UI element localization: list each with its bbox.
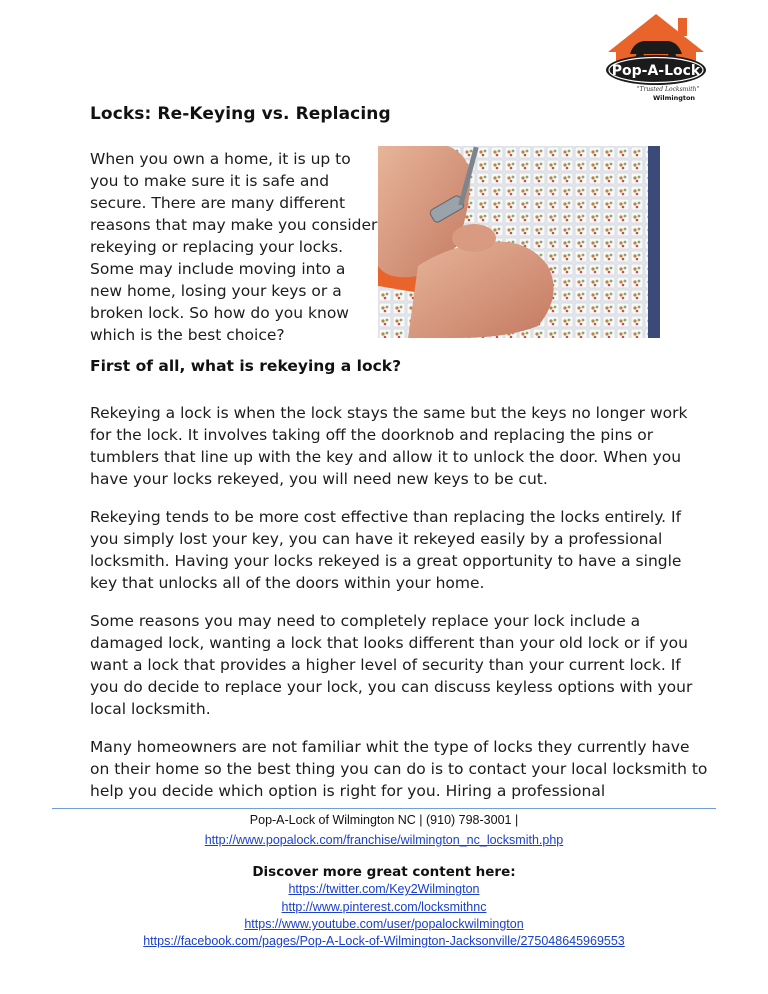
footer-facebook-link[interactable]: https://facebook.com/pages/Pop-A-Lock-of-Wilmington-Jacksonville/275048645969553 [143, 934, 625, 948]
svg-text:"Trusted Locksmith": "Trusted Locksmith" [636, 86, 700, 93]
photo-image-icon [378, 146, 660, 338]
subheading-what-is-rekeying: First of all, what is rekeying a lock? [90, 357, 402, 375]
intro-paragraph: When you own a home, it is up to you to make sure it is safe and secure. There are many different reasons that may make you consider rekeying or replacing your locks. Some may include moving into a new home, losing your keys or a broken lock. So how do you know which is the best choice? [90, 150, 378, 344]
footer-contact: Pop-A-Lock of Wilmington NC | (910) 798-3001 | [249, 813, 519, 827]
footer-youtube-link[interactable]: https://www.youtube.com/user/popalockwilmington [244, 917, 524, 931]
footer-site-link[interactable]: http://www.popalock.com/franchise/wilmington_nc_locksmith.php [204, 833, 564, 847]
footer-pinterest-link[interactable]: http://www.pinterest.com/locksmithnc [281, 900, 487, 914]
pop-a-lock-logo [600, 12, 712, 104]
footer-discover-heading: Discover more great content here: [252, 864, 516, 880]
locksmith-rekeying-photo [378, 146, 660, 338]
footer-divider [52, 808, 716, 809]
paragraph-cost-effective: Rekeying tends to be more cost effective than replacing the locks entirely. If you simply lost your key, you can have it rekeyed easily by a professional locksmith. Having your locks rekeyed is a great opportunity to have a single key that unlocks all of the doors within your home. [90, 508, 682, 592]
paragraph-contact-locksmith: Many homeowners are not familiar whit the type of locks they currently have on their home so the best thing you can do is to contact your local locksmith to help you decide which option is right for you. Hiring a professional [90, 738, 708, 800]
paragraph-rekeying-definition: Rekeying a lock is when the lock stays the same but the keys no longer work for the lock. It involves taking off the doorknob and replacing the pins or tumblers that line up with the key and allow it to unlock the door. When you have your locks rekeyed, you will need new keys to be cut. [90, 404, 688, 488]
svg-text:Wilmington: Wilmington [652, 94, 696, 102]
svg-text:Pop-A-Lock: Pop-A-Lock [611, 63, 701, 79]
logo-house-icon [600, 12, 712, 104]
footer-twitter-link[interactable]: https://twitter.com/Key2Wilmington [288, 882, 480, 896]
paragraph-replace-reasons: Some reasons you may need to completely replace your lock include a damaged lock, wanting a lock that looks different than your old lock or if you want a lock that provides a higher level of security than your current lock. If you do decide to replace your lock, you can discuss keyless options with your local locksmith. [90, 612, 693, 718]
article-title: Locks: Re-Keying vs. Replacing [90, 104, 391, 124]
